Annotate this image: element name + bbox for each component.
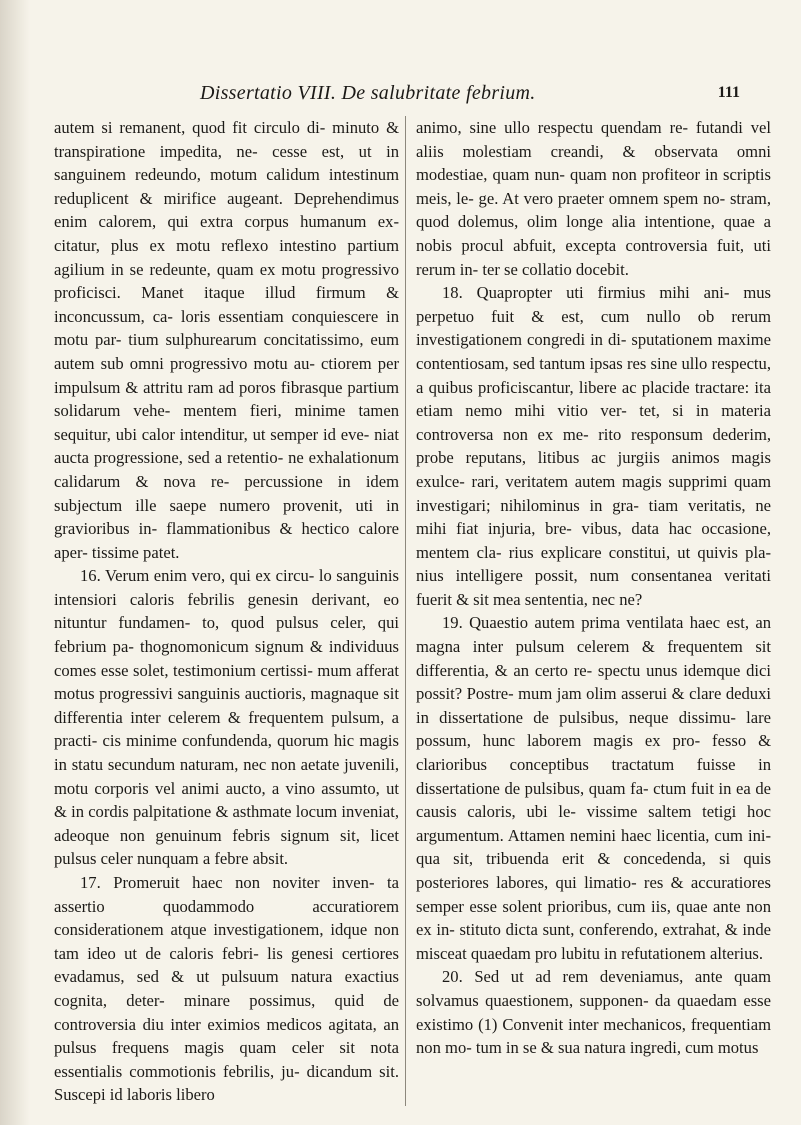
paragraph-18: 18. Quapropter uti firmius mihi ani- mus perpetuo fuit & est, cum nullo ob rerum investigationem congredi in di- sputationem maxime contentiosam, sed tantum ipsas res sine ullo respectu, a quibus proficiscantur, libere ac placide tractare: ita etiam nemo mihi vitio ver- tet, si in materia controversa non ex me- rito responsum dederim, probe reputans, litibus ac jurgiis animos magis exulce- rari, veritatem autem magis supprimi quam investigari; nihilominus in gra- tiam veritatis, ne mihi fiat injuria, bre- vibus, data hac occasione, mentem cla- rius explicare constitui, ut quivis pla- nius intelligere possit, num consentanea veritati fuerit & sit mea sententia, nec ne? bbox=[416, 283, 771, 609]
paragraph-16: 16. Verum enim vero, qui ex circu- lo sanguinis intensiori caloris febrilis genesin derivant, eo nituntur fundamen- to, quod pulsus celer, qui febrium pa- thognomonicum signum & individuus comes esse solet, testimonium certissi- mum afferat motus progressivi sanguinis auctioris, magnaque sit differentia inter celerem & frequentem pulsum, a practi- cis minime confundenda, quorum hic magis in statu secundum naturam, nec non aetate juvenili, motu corporis vel animi aucto, a vino assumto, ut & in cordis palpitatione & asthmate locum inveniat, adeoque non genuinum febris signum sit, licet pulsus celer nunquam a febre absit. bbox=[54, 566, 399, 869]
page-number: 111 bbox=[717, 84, 740, 101]
paragraph-continuation-right: animo, sine ullo respectu quendam re- futandi vel aliis molestiam creandi, & observata omni modestiae, quam nun- quam non profiteor in scriptis meis, le- ge. At vero praeter omnem spem no- stram, quod dolemus, olim longe alia intentione, quae a nobis procul abfuit, excepta controversia fuit, uti rerum in- ter se collatio docebit. bbox=[416, 118, 771, 279]
paragraph-20: 20. Sed ut ad rem deveniamus, ante quam solvamus quaestionem, supponen- da quaedam esse existimo (1) Convenit inter mechanicos, frequentiam non mo- tum in se & sua natura ingredi, cum motus bbox=[416, 967, 771, 1058]
running-title: Dissertatio VIII. De salubritate febrium. bbox=[200, 82, 536, 104]
right-column bbox=[416, 116, 771, 1060]
page-header bbox=[200, 82, 740, 112]
paragraph-19: 19. Quaestio autem prima ventilata haec est, an magna inter pulsum celerem & frequentem sit differentia, & an certo re- spectu unus idemque dici possit? Postre- mum jam olim asserui & clare deduxi in dissertatione de pulsibus, neque dissimu- lare possum, hunc laborem magis ex pro- fesso & clarioribus conceptibus tractatum fuisse in dissertatione de pulsibus, quam fa- ctum fuit in ea de causis caloris, ubi le- vissime saltem tetigi hoc argumentum. Attamen nemini haec licentia, cum ini- qua sit, tribuenda erit & concedenda, si quis posteriores labores, qui limatio- res & accuratiores semper esse solent prioribus, cum iis, quae ante non ex in- stituto dicta sunt, conferendo, extrahat, & inde misceat quaedam pro lubitu in refutationem alterius. bbox=[416, 613, 771, 963]
paragraph-continuation: autem si remanent, quod fit circulo di- minuto & transpiratione impedita, ne- cesse est, ut in sanguinem redeundo, motum calidum intestinum reduplicent & mirifice augeant. Deprehendimus enim calorem, qui extra corpus humanum ex- citatur, plus ex motu reflexo intestino partium agilium in se redeunte, quam ex motu progressivo proficisci. Manet itaque illud firmum & inconcussum, ca- loris essentiam conquiescere in motu par- tium sulphurearum concitatissimo, eum autem sub omni progressivo motu au- ctiorem per impulsum & attritu ram ad poros fibrasque partium solidarum vehe- mentem fieri, minime tamen sequitur, ubi calor intenditur, ut semper id eve- niat aucta progressione, sed a retentio- ne exhalationum calidarum & nova re- percussione in idem subjectum ille saepe numero provenit, uti in gravioribus in- flammationibus & hectico calore aper- tissime patet. bbox=[54, 118, 399, 562]
column-divider bbox=[405, 116, 406, 1106]
paragraph-17: 17. Promeruit haec non noviter inven- ta assertio quodammodo accuratiorem considerationem atque investigationem, idque non tam ideo ut de caloris febri- lis genesi certiores evadamus, sed & ut pulsuum natura exactius cognita, deter- minare possimus, quid de controversia diu inter eximios medicos agitata, an pulsus frequens magis quam celer sit nota essentialis commotionis febrilis, ju- dicandum sit. Suscepi id laboris libero bbox=[54, 873, 399, 1105]
book-gutter bbox=[0, 0, 30, 1125]
left-column bbox=[54, 116, 399, 1107]
